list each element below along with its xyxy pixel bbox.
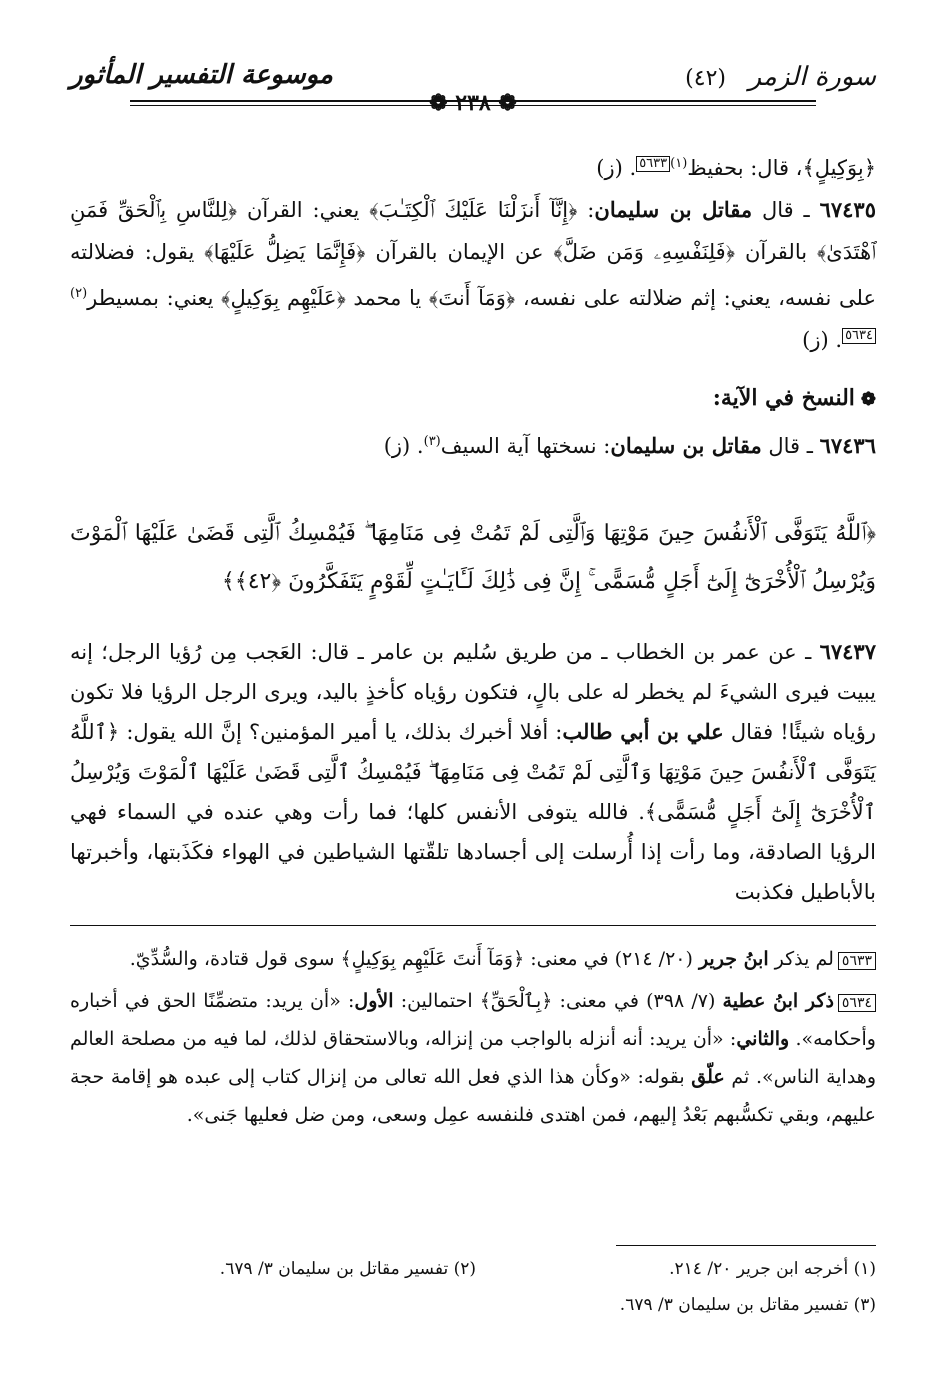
note-number-box: ٥٦٣٤ bbox=[838, 994, 876, 1012]
book-title: موسوعة التفسير المأثور bbox=[70, 60, 333, 90]
page-number: ❁ ٢٣٨ ❁ bbox=[429, 90, 517, 116]
editorial-notes bbox=[70, 940, 876, 1138]
footnote-3: (٣) تفسير مقاتل بن سليمان ٣/ ٦٧٩. bbox=[619, 1295, 876, 1315]
narration-67437: ٦٧٤٣٧ ـ عن عمر بن الخطاب ـ من طريق سُليم بن عامر ـ قال: العَجب مِن رُؤيا الرجل؛ إنه يبيت فيرى الشيءَ لم يخطر له على بالٍ، فتكون رؤياه كأخذٍ باليد، ويرى الرجل الرؤيا فلا تكون رؤياه شيئًا! فقال علي بن أبي طالب: أفلا أخبرك بذلك، يا أمير المؤمنين؟ إنَّ الله يقول: ﴿ٱللَّهُ يَتَوَفَّى ٱلْأَنفُسَ حِينَ مَوْتِهَا وَٱلَّتِى لَمْ تَمُتْ فِى مَنَامِهَا ۖ فَيُمْسِكُ ٱلَّتِى قَضَىٰ عَلَيْهَا ٱلْمَوْتَ وَيُرْسِلُ ٱلْأُخْرَىٰٓ إِلَىٰٓ أَجَلٍ مُّسَمًّى﴾. فالله يتوفى الأنفس كلها؛ فما رأت وهي عنده في السماء فهي الرؤيا الصادقة، وما رأت إذا أُرسلت إلى أجسادها تلقّتها الشياطين في الهواء فكَذَبتها، وأخبرتها بالأباطيل فكذبت bbox=[70, 639, 876, 904]
narrator-name: علي بن أبي طالب bbox=[562, 719, 724, 744]
narration-number: ٦٧٤٣٥ bbox=[819, 197, 876, 222]
footnote-2: (٢) تفسير مقاتل بن سليمان ٣/ ٦٧٩. bbox=[219, 1259, 476, 1279]
narrator-name: مقاتل بن سليمان bbox=[594, 197, 753, 222]
flower-icon: ❁ bbox=[860, 389, 876, 410]
note-number-box: ٥٦٣٣ bbox=[838, 952, 876, 970]
footnote-ref: (١) bbox=[670, 156, 688, 171]
note-ref-box: ٥٦٣٣ bbox=[636, 156, 670, 172]
section-heading: ❁النسخ في الآية: bbox=[712, 385, 876, 411]
narration-67435: ٦٧٤٣٥ ـ قال مقاتل بن سليمان: ﴿إِنَّآ أَنزَلْنَا عَلَيْكَ ٱلْكِتَـٰبَ﴾ يعني: القرآن ﴿لِلنَّاسِ بِٱلْحَقِّ فَمَنِ ٱهْتَدَىٰ﴾ بالقرآن ﴿فَلِنَفْسِهِۦ وَمَن ضَلَّ﴾ عن الإيمان بالقرآن ﴿فَإِنَّمَا يَضِلُّ عَلَيْهَا﴾ يقول: فضلالته على نفسه، يعني: إثم ضلالته على نفسه، ﴿وَمَآ أَنتَ﴾ يا محمد ﴿عَلَيْهِم بِوَكِيلٍ﴾ يعني: بمسيطر$^{(٢)}$٥٦٣٤. (ز) bbox=[70, 197, 876, 352]
quran-verse: ﴿ٱللَّهُ يَتَوَفَّى ٱلْأَنفُسَ حِينَ مَوْتِهَا وَٱلَّتِى لَمْ تَمُتْ فِى مَنَامِهَا ۖ فَيُمْسِكُ ٱلَّتِى قَضَىٰ عَلَيْهَا ٱلْمَوْتَ وَيُرْسِلُ ٱلْأُخْرَىٰٓ إِلَىٰٓ أَجَلٍ مُّسَمًّى ۚ إِنَّ فِى ذَٰلِكَ لَـَٔايَـٰتٍ لِّقَوْمٍ يَتَفَكَّرُونَ ﴿٤٢﴾﴾ bbox=[70, 521, 876, 594]
narrator-name: مقاتل بن سليمان bbox=[610, 433, 762, 458]
notes-divider bbox=[70, 925, 876, 926]
note-5633: ٥٦٣٣لم يذكر ابنُ جرير (٢٠/ ٢١٤) في معنى: ﴿وَمَآ أَنتَ عَلَيْهِم بِوَكِيلٍ﴾ سوى قول قتادة، والسُّدِّيّ. bbox=[70, 940, 876, 978]
narration-number: ٦٧٤٣٧ bbox=[819, 639, 876, 664]
footnote-1: (١) أخرجه ابن جرير ٢٠/ ٢١٤. bbox=[669, 1259, 876, 1279]
footnote-ref: (٣) bbox=[423, 434, 441, 449]
page-header bbox=[70, 58, 876, 116]
footnotes-divider bbox=[616, 1245, 876, 1246]
surah-number: (٤٢) bbox=[685, 66, 726, 91]
paragraph-continuation: ﴿بِوَكِيلٍ﴾، قال: بحفيظ$^{(١)}$٥٦٣٣. (ز) bbox=[596, 156, 876, 180]
narration-67436: ٦٧٤٣٦ ـ قال مقاتل بن سليمان: نسختها آية السيف$^{(٣)}$. (ز) bbox=[383, 433, 876, 458]
scholar-name: ذكر ابنُ عطية bbox=[722, 990, 834, 1012]
surah-title: سورة الزمر bbox=[748, 62, 876, 92]
header-rule-thin bbox=[130, 105, 816, 106]
note-ref-box: ٥٦٣٤ bbox=[842, 328, 876, 344]
narration-number: ٦٧٤٣٦ bbox=[819, 433, 876, 458]
footnote-ref: (٢) bbox=[70, 286, 88, 301]
scholar-name: ابنُ جرير bbox=[698, 948, 769, 970]
header-rule bbox=[130, 100, 816, 102]
note-5634: ٥٦٣٤ذكر ابنُ عطية (٧/ ٣٩٨) في معنى: ﴿بِٱلْحَقِّ﴾ احتمالين: الأول: «أن يريد: متضمِّنًا الحق في أخباره وأحكامه». والثاني: «أن يريد: أنه أنزله بالواجب من إنزاله، وبالاستحقاق لذلك، لما فيه من مصلحة العالم وهداية الناس». ثم علّق بقوله: «وكأن هذا الذي فعل الله تعالى من إنزال كتاب إلى عبده هو إقامة حجة عليهم، وبقي تكسُّبهم بَعْدُ إليهم، فمن اهتدى فلنفسه عمِل وسعى، ومن ضل فعليها جَنى». bbox=[70, 990, 877, 1126]
main-text bbox=[70, 143, 876, 467]
